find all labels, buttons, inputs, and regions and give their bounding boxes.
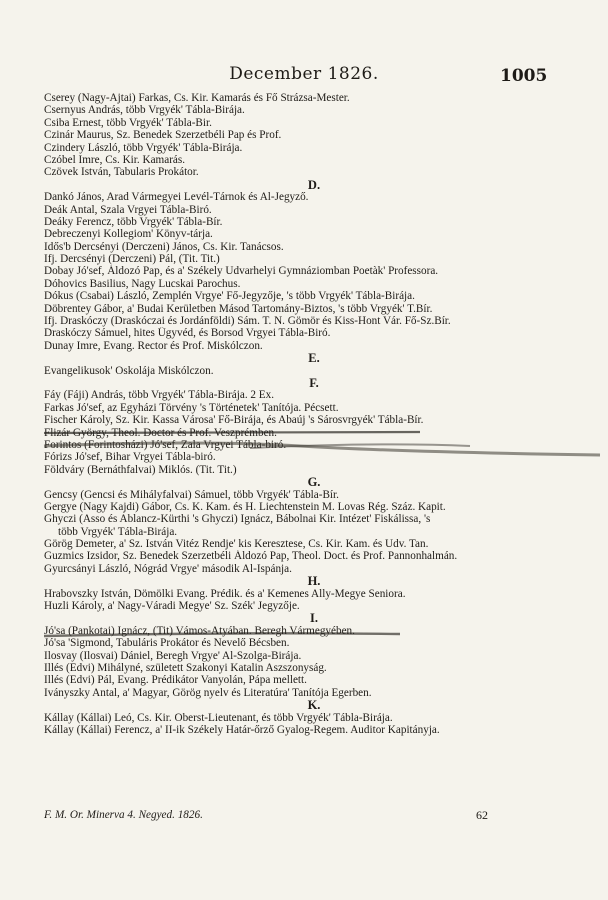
subscriber-entry: Dobay Jó'sef, Áldozó Pap, és a' Székely Udvarhelyi Gymnáziomban Poetàk' Professora.: [44, 265, 439, 278]
footer-signature: F. M. Or. Minerva 4. Negyed. 1826.: [44, 809, 203, 821]
section-letter: E.: [308, 351, 320, 366]
subscriber-entry: Czinár Maurus, Sz. Benedek Szerzetbéli Pap és Prof.: [44, 129, 282, 142]
section-letter: K.: [307, 698, 321, 713]
subscriber-entry: Flizár György, Theol. Doctor és Prof. Veszprémben.: [44, 426, 277, 439]
subscriber-entry: Dóhovics Basilius, Nagy Lucskai Parochus.: [44, 277, 241, 290]
subscriber-entry: Czindery László, több Vrgyék' Tábla-Birája.: [44, 141, 243, 154]
subscriber-entry: Kállay (Kállai) Leó, Cs. Kir. Oberst-Lieutenant, és több Vrgyék' Tábla-Birája.: [44, 711, 393, 724]
subscriber-entry: Czóbel Imre, Cs. Kir. Kamarás.: [44, 153, 186, 166]
subscriber-entry: Evangelikusok' Oskolája Miskólczon.: [44, 364, 214, 377]
subscriber-entry: Dunay Imre, Evang. Rector és Prof. Miskólczon.: [44, 339, 263, 352]
subscriber-entry: Fáy (Fáji) András, több Vrgyék' Tábla-Birája. 2 Ex.: [44, 389, 275, 402]
subscriber-entry: Gergye (Nagy Kajdi) Gábor, Cs. K. Kam. és H. Liechtenstein M. Lovas Rég. Száz. Kapit.: [44, 500, 446, 513]
subscriber-entry: Farkas Jó'sef, az Egyházi Törvény 's Történetek' Tanítója. Pécsett.: [44, 401, 339, 414]
subscriber-list: [44, 92, 584, 736]
page-title: December 1826.: [229, 64, 379, 84]
subscriber-entry: Huzli Károly, a' Nagy-Váradi Megye' Sz. Szék' Jegyzője.: [44, 600, 300, 613]
subscriber-entry: Jó'sa 'Sigmond, Tabuláris Prokátor és Nevelő Bécsben.: [44, 637, 290, 650]
subscriber-entry: Illés (Edvi) Mihályné, született Szakonyi Katalin Aszszonyság.: [44, 661, 327, 674]
subscriber-entry: Cserey (Nagy-Ajtai) Farkas, Cs. Kir. Kamarás és Fő Strázsa-Mester.: [44, 92, 350, 104]
subscriber-entry: Deák Antal, Szala Vrgyei Tábla-Biró.: [44, 203, 212, 216]
subscriber-entry: Idős'b Dercsényi (Derczeni) János, Cs. Kir. Tanácsos.: [44, 240, 284, 253]
subscriber-entry: Debreczenyi Kollegiom' Könyv-tárja.: [44, 228, 213, 241]
subscriber-entry: Fischer Károly, Sz. Kir. Kassa Városa' Fő-Birája, és Abaúj 's Sárosvrgyék' Tábla-Bír.: [44, 414, 424, 427]
section-letter: H.: [307, 574, 321, 589]
subscriber-entry: Csernyus András, több Vrgyék' Tábla-Birája.: [44, 104, 245, 117]
section-letter: I.: [310, 611, 318, 626]
subscriber-entry: Dókus (Csabai) László, Zemplén Vrgye' Fő-Jegyzője, 's több Vrgyék' Tábla-Birája.: [44, 290, 415, 303]
subscriber-entry: Döbrentey Gábor, a' Budai Kerületben Másod Tartomány-Biztos, 's több Vrgyék' T.Bír.: [44, 302, 433, 315]
subscriber-entry: Kállay (Kállai) Ferencz, a' II-ik Székely Határ-őrző Gyalog-Regem. Auditor Kapitányja.: [44, 723, 440, 736]
section-letter: G.: [307, 475, 321, 490]
subscriber-entry: Ghyczi (Asso és Ablancz-Kürthi 's Ghyczi) Ignácz, Bábolnai Kir. Intézet' Fiskálissa, 's: [44, 513, 431, 526]
subscriber-entry: Draskóczy Sámuel, hites Ügyvéd, és Borsod Vrgyei Tábla-Biró.: [44, 327, 331, 340]
subscriber-entry: Gyurcsányi László, Nógrád Vrgye' második Al-Ispánja.: [44, 562, 292, 575]
subscriber-entry: Guzmics Izsidor, Sz. Benedek Szerzetbéli Áldozó Pap, Theol. Doct. és Prof. Pannonhalmán.: [44, 550, 458, 563]
section-letter: F.: [309, 375, 319, 390]
subscriber-entry: Forintos (Forintosházi) Jó'sef, Zala Vrgyei Tábla-biró.: [44, 438, 287, 451]
subscriber-entry: Czövek István, Tabularis Prokátor.: [44, 166, 199, 179]
subscriber-entry: Hrabovszky István, Dömölki Evang. Prédik. és a' Kemenes Ally-Megye Seniora.: [44, 587, 406, 600]
subscriber-entry: Illés (Edvi) Pál, Evang. Prédikátor Vanyolán, Pápa mellett.: [44, 674, 307, 687]
subscriber-entry: Dankó János, Arad Vármegyei Levél-Tárnok és Al-Jegyző.: [44, 191, 309, 204]
subscriber-entry: Iványszky Antal, a' Magyar, Görög nyelv és Literatúra' Tanítója Egerben.: [44, 686, 372, 699]
footer-number: 62: [476, 808, 488, 822]
subscriber-entry: Ifj. Draskóczy (Draskóczai és Jordánföldi) Sám. T. N. Gömör és Kiss-Hont Vár. Fő-Sz.Bír.: [44, 315, 451, 328]
subscriber-entry: Fórizs Jó'sef, Bihar Vrgyei Tábla-biró.: [44, 451, 216, 464]
subscriber-entry: több Vrgyék' Tábla-Birája.: [58, 525, 178, 538]
page-number: 1005: [500, 66, 548, 86]
subscriber-entry: Csiba Ernest, több Vrgyék' Tábla-Bir.: [44, 116, 212, 129]
subscriber-entry: Ifj. Dercsényi (Derczeni) Pál, (Tit. Tit.): [44, 253, 220, 266]
subscriber-entry: Jó'sa (Pankotai) Ignácz, (Tit) Vámos-Atyában. Beregh Vármegyében.: [44, 624, 355, 637]
subscriber-entry: Gencsy (Gencsi és Mihályfalvai) Sámuel, több Vrgyék' Tábla-Bír.: [44, 488, 339, 501]
subscriber-entry: Görög Demeter, a' Sz. István Vitéz Rendje' kis Keresztese, Cs. Kir. Kam. és Udv. Tan.: [44, 538, 429, 551]
subscriber-entry: Földváry (Bernáthfalvai) Miklós. (Tit. Tit.): [44, 463, 237, 476]
subscriber-entry: Deáky Ferencz, több Vrgyék' Tábla-Bír.: [44, 215, 223, 228]
section-letter: D.: [307, 177, 321, 192]
subscriber-entry: Ilosvay (Ilosvai) Dániel, Beregh Vrgye' Al-Szolga-Birája.: [44, 649, 302, 662]
